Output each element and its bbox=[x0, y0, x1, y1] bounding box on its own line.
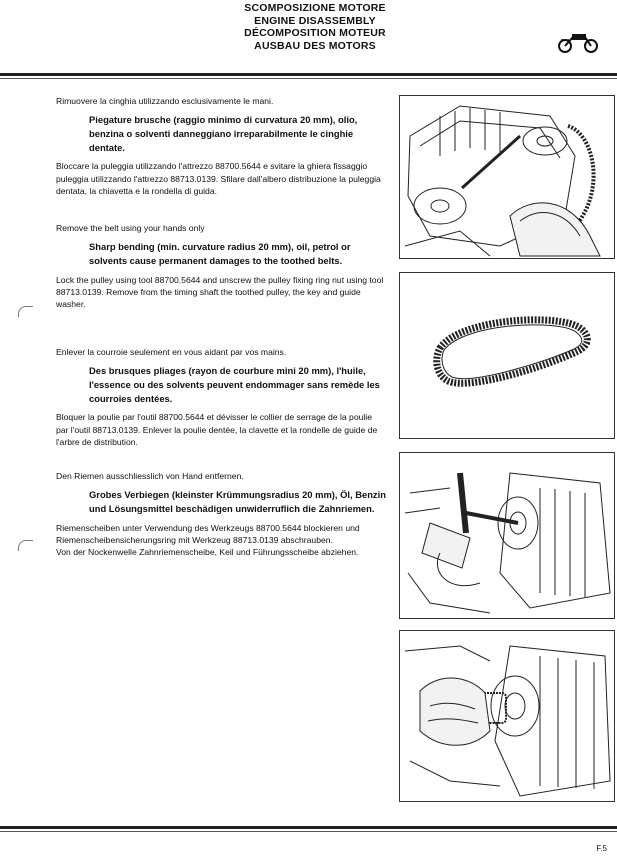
margin-mark bbox=[18, 540, 33, 551]
illustration-pulley-lock-tool bbox=[399, 452, 615, 619]
margin-mark bbox=[18, 306, 33, 317]
de-warning: Grobes Verbiegen (kleinster Krümmungsradius 20 mm), Öl, Benzin und Lösungsmittel beschädigen unwiderruflich die Zahnriemen. bbox=[89, 489, 386, 514]
footer-rule-thin bbox=[0, 831, 617, 832]
en-intro: Remove the belt using your hands only bbox=[56, 223, 205, 233]
fr-intro: Enlever la courroie seulement en vous aidant par vos mains. bbox=[56, 347, 287, 357]
page-number: F.5 bbox=[596, 844, 607, 853]
fr-body: Bloquer la poulie par l'outil 88700.5644 et dévisser le collier de serrage de la poulie par l'outil 88713.0139. Enlever la poulie dentée, la clavette et la rondelle de guide de l'arbre de distribution. bbox=[56, 412, 378, 447]
header-title-it: SCOMPOSIZIONE MOTORE bbox=[244, 2, 386, 14]
header-title-en: ENGINE DISASSEMBLY bbox=[254, 14, 376, 27]
footer-rule bbox=[0, 826, 617, 829]
it-intro: Rimuovere la cinghia utilizzando esclusivamente le mani. bbox=[56, 96, 274, 106]
header-title-fr: DÉCOMPOSITION MOTEUR bbox=[244, 27, 386, 39]
en-warning: Sharp bending (min. curvature radius 20 mm), oil, petrol or solvents cause permanent damages to the toothed belts. bbox=[89, 241, 351, 266]
illustration-belt-removal bbox=[399, 95, 615, 259]
fr-warning: Des brusques pliages (rayon de courbure mini 20 mm), l'huile, l'essence ou des solvents peuvent endommager sans remède les courroies dentées. bbox=[89, 365, 380, 404]
de-body-2: Von der Nockenwelle Zahnriemenscheibe, Keil und Führungsscheibe abziehen. bbox=[56, 547, 359, 558]
section-german bbox=[56, 470, 386, 569]
de-intro: Den Riemen ausschliesslich von Hand entfernen. bbox=[56, 471, 244, 481]
section-italian bbox=[56, 95, 386, 207]
it-warning: Piegature brusche (raggio minimo di curvatura 20 mm), olio, benzina o solventi danneggiano irreparabilmente le cinghie dentate. bbox=[89, 114, 358, 153]
section-french bbox=[56, 346, 386, 458]
motorcycle-icon bbox=[557, 28, 599, 54]
en-body: Lock the pulley using tool 88700.5644 and unscrew the pulley fixing ring nut using tool 88713.0139. Remove from the timing shaft the toothed pulley, the key and guide washer. bbox=[56, 274, 384, 310]
illustration-pulley-removal bbox=[399, 630, 615, 802]
section-english bbox=[56, 222, 386, 321]
illustration-toothed-belt bbox=[399, 272, 615, 439]
header-rule-thin bbox=[0, 78, 617, 79]
header-title-de: AUSBAU DES MOTORS bbox=[254, 39, 376, 52]
header-rule bbox=[0, 73, 617, 76]
page-header bbox=[210, 2, 420, 52]
it-body: Bloccare la puleggia utilizzando l'attrezzo 88700.5644 e svitare la ghiera fissaggio puleggia utilizzando l'attrezzo 88713.0139. Sfilare dall'albero distribuzione la puleggia dentata, la chiavetta e la rondella di guida. bbox=[56, 161, 381, 196]
de-body-1: Riemenscheiben unter Verwendung des Werkzeugs 88700.5644 blockieren und Riemenscheibensicherungsring mit Werkzeug 88713.0139 abschrauben. bbox=[56, 522, 360, 545]
